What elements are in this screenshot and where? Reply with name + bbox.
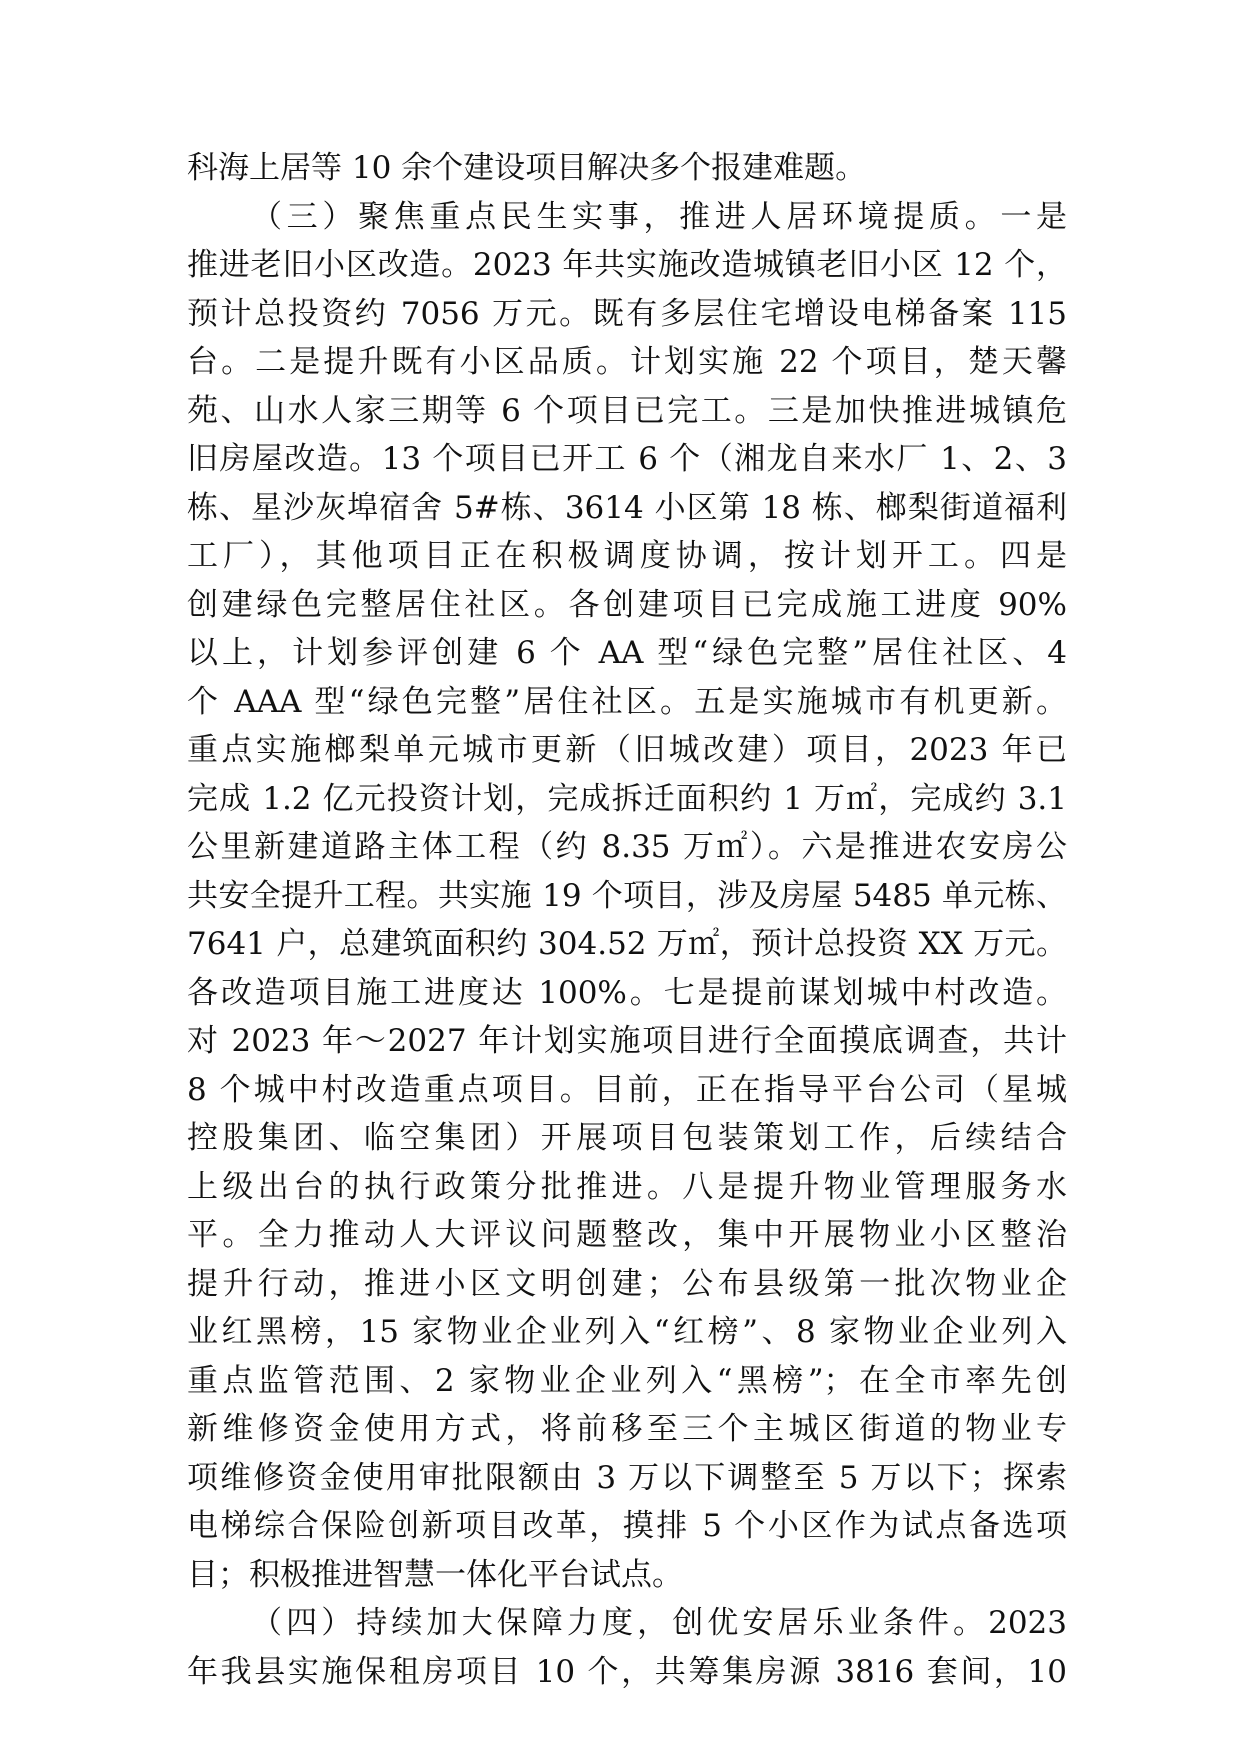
text-line: 7641 户，总建筑面积约 304.52 万㎡，预计总投资 XX 万元。 xyxy=(187,926,1067,962)
text-line: 控股集团、临空集团）开展项目包装策划工作，后续结合 xyxy=(187,1120,1067,1156)
text-line: 旧房屋改造。13 个项目已开工 6 个（湘龙自来水厂 1、2、3 xyxy=(187,441,1067,477)
text-line: 8 个城中村改造重点项目。目前，正在指导平台公司（星城 xyxy=(187,1071,1067,1108)
text-line: 业红黑榜，15 家物业企业列入“红榜”、8 家物业企业列入 xyxy=(187,1314,1067,1350)
text-line: 以上，计划参评创建 6 个 AA 型“绿色完整”居住社区、4 xyxy=(187,635,1067,671)
text-line: 平。全力推动人大评议问题整改，集中开展物业小区整治 xyxy=(187,1217,1067,1253)
text-line: 项维修资金使用审批限额由 3 万以下调整至 5 万以下；探索 xyxy=(187,1459,1067,1496)
body-text xyxy=(187,144,1067,1696)
text-line: 共安全提升工程。共实施 19 个项目，涉及房屋 5485 单元栋、 xyxy=(187,877,1067,914)
section-heading-line: （四）持续加大保障力度，创优安居乐业条件。2023 xyxy=(251,1605,1067,1641)
text-line: 完成 1.2 亿元投资计划，完成拆迁面积约 1 万㎡，完成约 3.1 xyxy=(187,780,1067,817)
text-line: 台。二是提升既有小区品质。计划实施 22 个项目，楚天馨 xyxy=(187,344,1067,380)
text-line: 工厂），其他项目正在积极调度协调，按计划开工。四是 xyxy=(187,538,1067,574)
text-line: 提升行动，推进小区文明创建；公布县级第一批次物业企 xyxy=(187,1265,1067,1302)
text-line: 创建绿色完整居住社区。各创建项目已完成施工进度 90% xyxy=(187,586,1067,623)
text-line: 目；积极推进智慧一体化平台试点。 xyxy=(187,1556,683,1593)
text-line: 年我县实施保租房项目 10 个，共筹集房源 3816 套间，10 xyxy=(187,1653,1067,1690)
text-line: 预计总投资约 7056 万元。既有多层住宅增设电梯备案 115 xyxy=(187,295,1067,332)
text-line: 电梯综合保险创新项目改革，摸排 5 个小区作为试点备选项 xyxy=(187,1508,1067,1544)
text-line: 苑、山水人家三期等 6 个项目已完工。三是加快推进城镇危 xyxy=(187,392,1067,429)
text-line: 重点监管范围、2 家物业企业列入“黑榜”；在全市率先创 xyxy=(187,1362,1067,1399)
text-line: 公里新建道路主体工程（约 8.35 万㎡）。六是推进农安房公 xyxy=(187,829,1067,865)
text-line: 上级出台的执行政策分批推进。八是提升物业管理服务水 xyxy=(187,1168,1067,1205)
section-heading-line: （三）聚焦重点民生实事，推进人居环境提质。一是 xyxy=(251,198,1067,235)
text-line: 各改造项目施工进度达 100%。七是提前谋划城中村改造。 xyxy=(187,974,1067,1011)
text-line: 栋、星沙灰埠宿舍 5#栋、3614 小区第 18 栋、榔梨街道福利 xyxy=(187,489,1067,526)
text-line: 新维修资金使用方式，将前移至三个主城区街道的物业专 xyxy=(187,1411,1067,1447)
text-line: 科海上居等 10 余个建设项目解决多个报建难题。 xyxy=(187,150,867,186)
text-line: 个 AAA 型“绿色完整”居住社区。五是实施城市有机更新。 xyxy=(187,683,1067,720)
text-line: 对 2023 年～2027 年计划实施项目进行全面摸底调查，共计 xyxy=(187,1023,1067,1059)
text-line: 推进老旧小区改造。2023 年共实施改造城镇老旧小区 12 个， xyxy=(187,247,1067,283)
text-line: 重点实施榔梨单元城市更新（旧城改建）项目，2023 年已 xyxy=(187,732,1067,768)
